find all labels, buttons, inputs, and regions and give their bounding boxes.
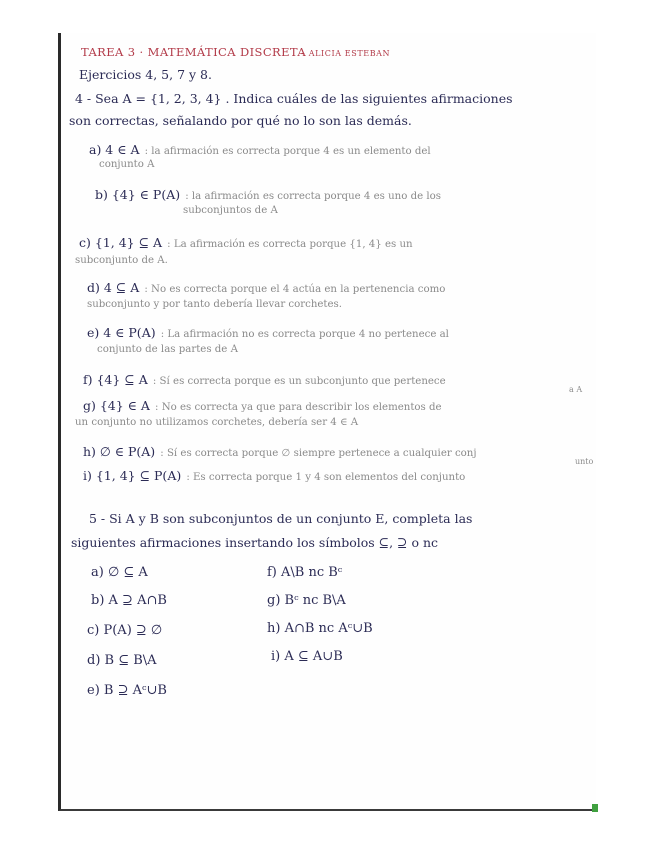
- homework-page: [58, 33, 596, 811]
- item-label: e) 4 ∈ P(A): [87, 325, 156, 340]
- item-answer: : Sí es correcta porque ∅ siempre pertenece a cualquier conj: [160, 448, 477, 459]
- item-answer: : La afirmación es correcta porque {1, 4} es un: [167, 239, 413, 250]
- ex4-item-h-cont: unto: [575, 457, 594, 466]
- ex4-item-b: [95, 184, 441, 203]
- ex5-item-d: d) B ⊆ B\A: [87, 653, 157, 668]
- item-label: i) {1, 4} ⊆ P(A): [83, 468, 182, 483]
- item-label: b) {4} ∈ P(A): [95, 187, 181, 202]
- item-label: c) {1, 4} ⊆ A: [79, 235, 163, 250]
- ex4-item-c-cont: subconjunto de A.: [75, 255, 168, 266]
- item-answer: : No es correcta ya que para describir los elementos de: [155, 402, 442, 413]
- ex4-item-d-cont: subconjunto y por tanto debería llevar corchetes.: [87, 299, 343, 310]
- ex4-item-g-cont: un conjunto no utilizamos corchetes, debería ser 4 ∈ A: [75, 417, 359, 428]
- ex5-item-h: h) A∩B nc Aᶜ∪B: [267, 621, 373, 636]
- ex4-item-c: [79, 232, 413, 251]
- ex4-statement-line1: 4 - Sea A = {1, 2, 3, 4} . Indica cuáles de las siguientes afirmaciones: [75, 91, 513, 106]
- ex4-item-g: [83, 395, 442, 414]
- item-label: d) 4 ⊆ A: [87, 280, 140, 295]
- ex5-statement-line2: siguientes afirmaciones insertando los símbolos ⊆, ⊇ o nc: [71, 535, 439, 550]
- assignment-title: TAREA 3 · MATEMÁTICA DISCRETA: [81, 45, 307, 59]
- ex4-item-h: [83, 441, 477, 460]
- item-answer: : Es correcta porque 1 y 4 son elementos del conjunto: [186, 472, 466, 483]
- ex5-item-i: i) A ⊆ A∪B: [271, 649, 343, 664]
- exercises-intro: Ejercicios 4, 5, 7 y 8.: [79, 67, 212, 82]
- item-answer: : No es correcta porque el 4 actúa en la pertenencia como: [144, 284, 446, 295]
- ex5-item-a: a) ∅ ⊆ A: [91, 565, 148, 580]
- item-answer: : Sí es correcta porque es un subconjunto que pertenece: [152, 376, 446, 387]
- item-answer: : la afirmación es correcta porque 4 es uno de los: [185, 191, 442, 202]
- ex4-item-a-cont: conjunto A: [99, 159, 155, 170]
- item-answer: : La afirmación no es correcta porque 4 no pertenece al: [160, 329, 449, 340]
- item-label: h) ∅ ∈ P(A): [83, 444, 156, 459]
- ex4-item-e: [87, 322, 449, 341]
- ex5-item-c: c) P(A) ⊇ ∅: [87, 623, 163, 638]
- ex4-item-f: [83, 369, 446, 388]
- ex4-item-e-cont: conjunto de las partes de A: [97, 344, 238, 355]
- ex5-item-f: f) A\B nc Bᶜ: [267, 565, 343, 580]
- ex5-item-g: g) Bᶜ nc B\A: [267, 593, 346, 608]
- page-corner-mark: [592, 804, 598, 812]
- ex5-statement-line1: 5 - Si A y B son subconjuntos de un conjunto E, completa las: [89, 511, 473, 526]
- item-answer: : la afirmación es correcta porque 4 es un elemento del: [144, 146, 431, 157]
- item-label: g) {4} ∈ A: [83, 398, 150, 413]
- item-label: a) 4 ∈ A: [89, 142, 140, 157]
- ex4-item-a: [89, 139, 431, 158]
- ex4-item-i: [83, 465, 465, 484]
- ex5-item-e: e) B ⊇ Aᶜ∪B: [87, 683, 167, 698]
- item-label: f) {4} ⊆ A: [83, 372, 148, 387]
- ex4-item-f-cont: a A: [569, 385, 583, 394]
- author-name: – ALICIA ESTEBAN: [301, 49, 391, 58]
- ex4-item-d: [87, 277, 445, 296]
- ex4-statement-line2: son correctas, señalando por qué no lo son las demás.: [69, 113, 412, 128]
- ex4-item-b-cont: subconjuntos de A: [183, 205, 278, 216]
- ex5-item-b: b) A ⊇ A∩B: [91, 593, 167, 608]
